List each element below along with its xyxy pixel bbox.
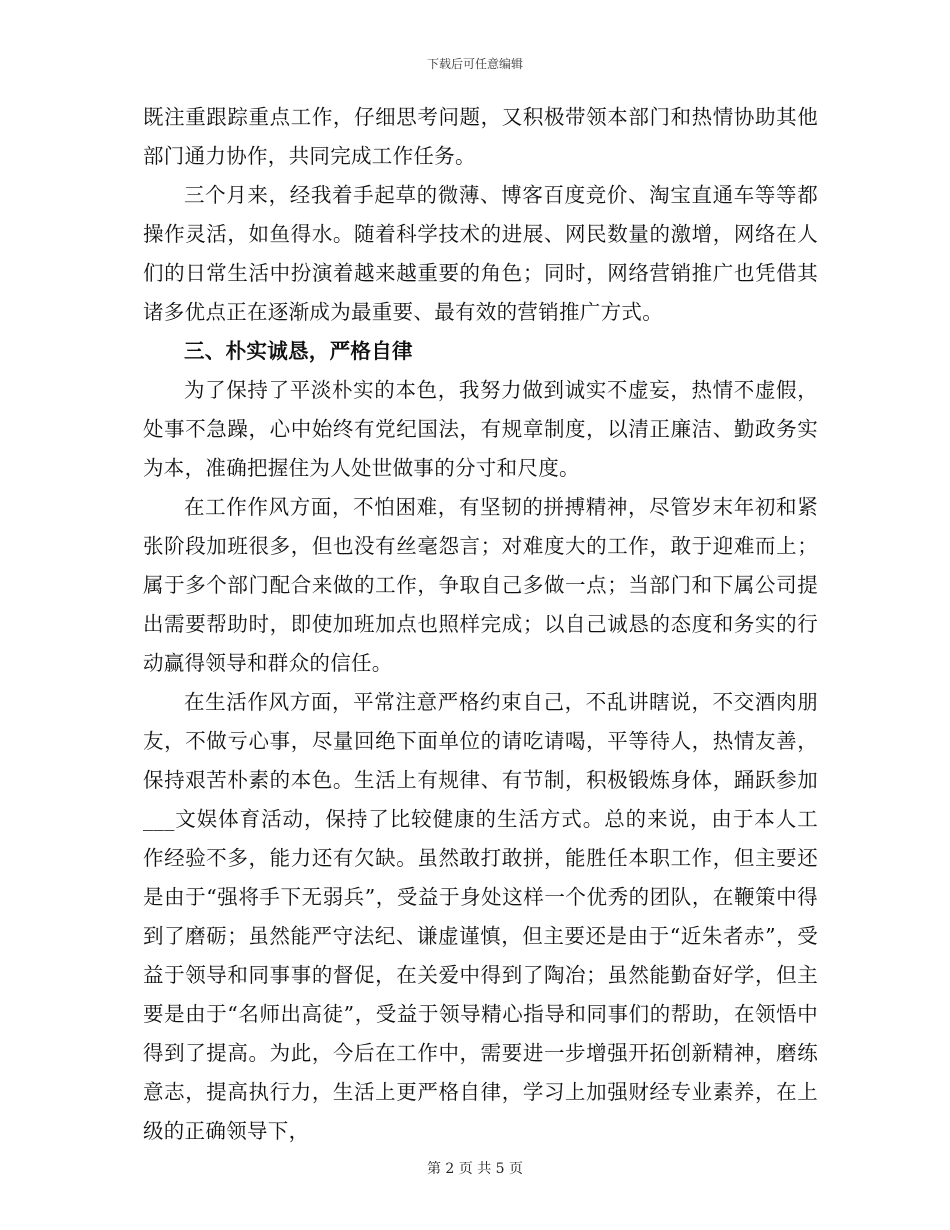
document-body [143, 98, 818, 1151]
paragraph-work-style: 在工作作风方面，不怕困难，有坚韧的拼搏精神，尽管岁末年初和紧张阶段加班很多，但也没有丝毫怨言；对难度大的工作，敢于迎难而上；属于多个部门配合来做的工作，争取自己多做一点；当部门和下属公司提出需要帮助时，即使加班加点也照样完成；以自己诚恳的态度和务实的行动赢得领导和群众的信任。 [143, 495, 818, 675]
section-heading: 三、朴实诚恳，严格自律 [184, 339, 413, 363]
paragraph-continuation: 既注重跟踪重点工作，仔细思考问题，又积极带领本部门和热情协助其他部门通力协作，共同完成工作任务。 [143, 105, 818, 168]
paragraph-network-marketing: 三个月来，经我着手起草的微薄、博客百度竞价、淘宝直通车等等都操作灵活，如鱼得水。随着科学技术的进展、网民数量的激增，网络在人们的日常生活中扮演着越来越重要的角色；同时，网络营销推广也凭借其诸多优点正在逐渐成为最重要、最有效的营销推广方式。 [143, 183, 818, 324]
paragraph-life-style: 在生活作风方面，平常注意严格约束自己，不乱讲瞎说，不交酒肉朋友，不做亏心事，尽量回绝下面单位的请吃请喝，平等待人，热情友善，保持艰苦朴素的本色。生活上有规律、有节制，积极锻炼身体，踊跃参加___文娱体育活动，保持了比较健康的生活方式。总的来说，由于本人工作经验不多，能力还有欠缺。虽然敢打敢拼，能胜任本职工作，但主要还是由于“强将手下无弱兵”，受益于身处这样一个优秀的团队，在鞭策中得到了磨砺；虽然能严守法纪、谦虚谨慎，但主要还是由于“近朱者赤”，受益于领导和同事事的督促，在关爱中得到了陶冶；虽然能勤奋好学，但主要是由于“名师出高徒”，受益于领导精心指导和同事们的帮助，在领悟中得到了提高。为此，今后在工作中，需要进一步增强开拓创新精神，磨练意志，提高执行力，生活上更严格自律，学习上加强财经专业素养，在上级的正确领导下， [143, 690, 818, 1143]
page-number: 第 2 页 共 5 页 [426, 1161, 524, 1177]
paragraph-honesty: 为了保持了平淡朴实的本色，我努力做到诚实不虚妄，热情不虚假，处事不急躁，心中始终有党纪国法，有规章制度，以清正廉洁、勤政务实为本，准确把握住为人处世做事的分寸和尺度。 [143, 378, 818, 480]
page-header: 下载后可任意编辑 [426, 57, 523, 71]
